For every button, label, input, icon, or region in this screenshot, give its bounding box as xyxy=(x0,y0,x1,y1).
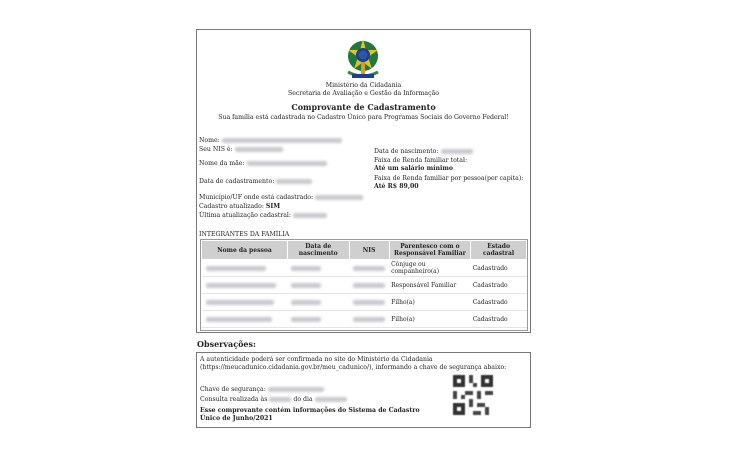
authenticity-note: A autenticidade poderá ser confirmada no site do Ministério da Cidadania xyxy=(200,356,433,363)
redacted-value xyxy=(291,283,321,288)
redacted-cell xyxy=(202,260,288,277)
redacted-value xyxy=(291,317,321,322)
ultima-label: Última atualização cadastral: xyxy=(199,212,291,219)
column-header: Estado cadastral xyxy=(471,241,527,260)
table-row xyxy=(202,311,527,328)
redacted-value xyxy=(315,397,347,402)
atualizado-label: Cadastro atualizado: xyxy=(199,203,264,210)
atualizado-field xyxy=(199,203,280,211)
parentesco-cell: Filho(a) xyxy=(389,294,471,311)
footer-note-1: Esse comprovante contém informações do Sistema de Cadastro xyxy=(200,407,420,414)
parentesco-cell: Cônjuge ou companheiro(a) xyxy=(389,260,471,277)
observations-box xyxy=(196,352,531,428)
cadastramento-label: Data de cadastramento: xyxy=(199,178,275,185)
redacted-value xyxy=(291,266,321,271)
redacted-cell xyxy=(287,277,349,294)
table-header-row xyxy=(202,241,527,260)
estado-cell: Cadastrado xyxy=(471,277,527,294)
faixa-total-label: Faixa de Renda familiar total: xyxy=(374,157,468,164)
redacted-value xyxy=(441,149,473,154)
redacted-cell xyxy=(349,277,389,294)
redacted-cell xyxy=(349,311,389,328)
atualizado-value: SIM xyxy=(265,203,281,210)
redacted-value xyxy=(268,387,324,392)
estado-cell: Cadastrado xyxy=(471,311,527,328)
faixa-pessoa-label: Faixa de Renda familiar por pessoa(per capita): xyxy=(374,175,524,182)
municipio-field xyxy=(199,194,363,202)
redacted-cell xyxy=(287,260,349,277)
redacted-value xyxy=(269,397,291,402)
estado-cell: Cadastrado xyxy=(471,260,527,277)
nascimento-label: Data de nascimento: xyxy=(374,148,439,155)
chave-label: Chave de segurança: xyxy=(200,386,266,393)
redacted-value xyxy=(235,147,283,152)
coat-of-arms-icon xyxy=(342,36,384,80)
redacted-value xyxy=(353,317,385,322)
redacted-cell xyxy=(202,311,288,328)
redacted-cell xyxy=(202,277,288,294)
redacted-cell xyxy=(349,260,389,277)
redacted-value xyxy=(315,195,363,200)
mae-field xyxy=(199,160,327,168)
footer-note-2: Único de Junho/2021 xyxy=(200,415,273,422)
redacted-cell xyxy=(202,294,288,311)
ultima-field xyxy=(199,212,327,220)
document-page xyxy=(196,29,531,333)
consulta-prefix: Consulta realizada às xyxy=(200,396,268,403)
column-header: Parentesco com o Responsável Familiar xyxy=(389,241,471,260)
chave-field xyxy=(200,386,324,394)
cadastramento-field xyxy=(199,178,312,186)
nis-label: Seu NIS é: xyxy=(199,146,233,153)
nascimento-field xyxy=(374,148,473,156)
page-subtitle: Sua família está cadastrada no Cadastro Único para Programas Sociais do Governo Federal! xyxy=(218,114,509,121)
redacted-value xyxy=(206,266,266,271)
table-row xyxy=(202,294,527,311)
consulta-mid: do dia xyxy=(293,396,313,403)
redacted-value xyxy=(293,213,327,218)
column-header: NIS xyxy=(349,241,389,260)
ministry-name: Ministério da Cidadania xyxy=(325,82,402,89)
redacted-value xyxy=(353,300,385,305)
parentesco-cell: Filho(a) xyxy=(389,311,471,328)
authenticity-url-note: (https://meucadunico.cidadania.gov.br/meu_cadunico/), informando a chave de segurança abaixo: xyxy=(200,364,507,371)
redacted-value xyxy=(353,266,385,271)
redacted-value xyxy=(247,161,327,166)
page-title: Comprovante de Cadastramento xyxy=(291,102,436,112)
redacted-value xyxy=(206,317,272,322)
qr-code-icon xyxy=(453,375,493,415)
nis-field xyxy=(199,146,283,154)
redacted-cell xyxy=(287,294,349,311)
observations-title: Observações: xyxy=(197,339,256,349)
redacted-value xyxy=(276,179,312,184)
table-row xyxy=(202,260,527,277)
table-row xyxy=(202,277,527,294)
redacted-value xyxy=(291,300,321,305)
family-table xyxy=(201,240,527,328)
redacted-value xyxy=(206,300,274,305)
redacted-value xyxy=(353,283,385,288)
estado-cell: Cadastrado xyxy=(471,294,527,311)
nome-field xyxy=(199,137,342,145)
column-header: Data de nascimento xyxy=(287,241,349,260)
consulta-field xyxy=(200,396,347,404)
faixa-pessoa-value: Até R$ 89,00 xyxy=(374,183,419,190)
family-section-title: INTEGRANTES DA FAMÍLIA xyxy=(199,231,290,238)
parentesco-cell: Responsável Familiar xyxy=(389,277,471,294)
mae-label: Nome da mãe: xyxy=(199,160,245,167)
municipio-label: Município/UF onde está cadastrado: xyxy=(199,194,314,201)
secretariat-name: Secretaria de Avaliação e Gestão da Informação xyxy=(288,90,439,97)
redacted-value xyxy=(206,283,276,288)
redacted-value xyxy=(222,138,342,143)
redacted-cell xyxy=(349,294,389,311)
redacted-cell xyxy=(287,311,349,328)
column-header: Nome da pessoa xyxy=(202,241,288,260)
nome-label: Nome: xyxy=(199,137,220,144)
faixa-total-value: Até um salário mínimo xyxy=(374,165,454,172)
